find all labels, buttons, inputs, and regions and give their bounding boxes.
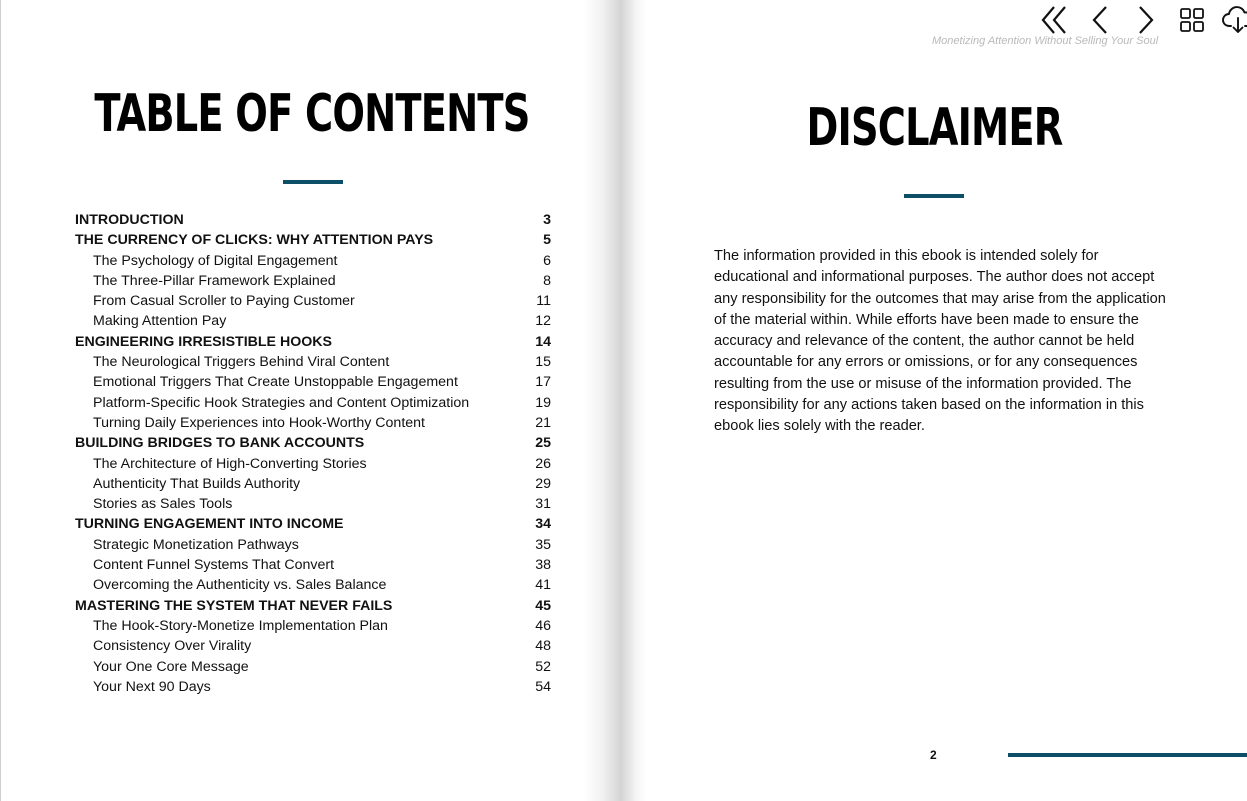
right-page xyxy=(622,0,1247,801)
page-gutter-shadow xyxy=(622,0,646,801)
toc-section-row xyxy=(75,657,551,677)
toc-entry-page-number: 26 xyxy=(535,455,551,472)
toc-section-row xyxy=(75,535,551,555)
download-button[interactable] xyxy=(1220,2,1247,38)
toc-entry-page-number: 21 xyxy=(535,414,551,431)
toc-entry-page-number: 12 xyxy=(535,313,551,330)
toc-entry-label: THE CURRENCY OF CLICKS: WHY ATTENTION PAYS xyxy=(75,232,434,249)
toc-entry-label: ENGINEERING IRRESISTIBLE HOOKS xyxy=(75,333,332,350)
toc-entry-label: MASTERING THE SYSTEM THAT NEVER FAILS xyxy=(75,597,393,614)
toc-section-row xyxy=(75,372,551,392)
toc-entry-page-number: 31 xyxy=(535,496,551,513)
toc-entry-label: Your Next 90 Days xyxy=(93,678,211,695)
toc-section-row xyxy=(75,494,551,514)
toc-section-row xyxy=(75,575,551,595)
previous-page-button[interactable] xyxy=(1082,2,1118,38)
toc-entry-page-number: 48 xyxy=(535,638,551,655)
toc-entry-label: Platform-Specific Hook Strategies and Content Optimization xyxy=(93,394,470,411)
toc-entry-label: Making Attention Pay xyxy=(93,313,227,330)
toc-entry-label: BUILDING BRIDGES TO BANK ACCOUNTS xyxy=(75,435,365,452)
chevron-right-icon xyxy=(1135,4,1157,36)
running-header: Monetizing Attention Without Selling Your Soul xyxy=(932,35,1159,47)
double-chevron-left-icon xyxy=(1039,4,1069,36)
toc-entry-label: Overcoming the Authenticity vs. Sales Balance xyxy=(93,577,387,594)
next-page-button[interactable] xyxy=(1128,2,1164,38)
toc-entry-page-number: 17 xyxy=(535,374,551,391)
toc-entry-page-number: 25 xyxy=(535,435,551,452)
first-page-button[interactable] xyxy=(1036,2,1072,38)
viewer-toolbar xyxy=(1036,2,1247,38)
toc-entry-page-number: 5 xyxy=(543,232,551,249)
toc-section-row xyxy=(75,454,551,474)
toc-section-row xyxy=(75,311,551,331)
disclaimer-text: The information provided in this ebook is intended solely for educational and informational purposes. The author does not accept any responsibility for the outcomes that may arise from the application of the material within. While efforts have been made to ensure the accuracy and relevance of the content, the author cannot be held accountable for any errors or omissions, or for any consequences resulting from the use or misuse of the information provided. The responsibility for any actions taken based on the information in this ebook lies solely with the reader. xyxy=(714,248,1166,435)
toc-entry-page-number: 41 xyxy=(535,577,551,594)
toc-chapter-row xyxy=(75,210,551,230)
toc-section-row xyxy=(75,474,551,494)
toc-entry-page-number: 45 xyxy=(535,597,551,614)
thumbnails-button[interactable] xyxy=(1174,2,1210,38)
toc-entry-page-number: 46 xyxy=(535,617,551,634)
toc-entry-label: INTRODUCTION xyxy=(75,212,184,228)
grid-icon xyxy=(1179,7,1205,33)
title-underline xyxy=(904,194,964,198)
toc-entry-label: The Neurological Triggers Behind Viral Content xyxy=(93,354,390,371)
toc-entry-label: Consistency Over Virality xyxy=(93,638,252,655)
toc-section-row xyxy=(75,555,551,575)
toc-chapter-row xyxy=(75,332,551,352)
toc-entry-label: From Casual Scroller to Paying Customer xyxy=(93,293,355,310)
toc-entry-label: The Architecture of High-Converting Stories xyxy=(93,455,367,472)
toc-entry-page-number: 52 xyxy=(535,658,551,675)
toc-chapter-row xyxy=(75,514,551,534)
toc-section-row xyxy=(75,636,551,656)
page-number: 2 xyxy=(930,748,937,762)
toc-title: TABLE OF CONTENTS xyxy=(94,84,530,144)
toc-entry-page-number: 35 xyxy=(535,536,551,553)
toc-entry-page-number: 6 xyxy=(543,252,551,269)
title-underline xyxy=(283,180,343,184)
toc-entry-page-number: 3 xyxy=(543,212,551,228)
toc-entry-label: Stories as Sales Tools xyxy=(93,496,233,513)
toc-entry-label: The Three-Pillar Framework Explained xyxy=(93,272,336,289)
page-gutter-shadow xyxy=(583,0,623,801)
toc-section-row xyxy=(75,352,551,372)
toc-entry-label: Emotional Triggers That Create Unstoppable Engagement xyxy=(93,374,458,391)
toc-entry-page-number: 38 xyxy=(535,557,551,574)
toc-entry-page-number: 14 xyxy=(535,333,551,350)
toc-entry-page-number: 54 xyxy=(535,678,551,695)
toc-entry-label: Strategic Monetization Pathways xyxy=(93,536,299,553)
toc-section-row xyxy=(75,677,551,697)
toc-section-row xyxy=(75,413,551,433)
toc-entry-page-number: 11 xyxy=(536,293,551,310)
toc-entry-label: The Psychology of Digital Engagement xyxy=(93,252,338,269)
toc-entry-label: TURNING ENGAGEMENT INTO INCOME xyxy=(75,516,344,533)
toc-entry-label: Authenticity That Builds Authority xyxy=(93,475,301,492)
cloud-download-icon xyxy=(1222,6,1247,34)
toc-entry-label: The Hook-Story-Monetize Implementation Plan xyxy=(93,617,388,634)
toc-section-row xyxy=(75,251,551,271)
toc-chapter-row xyxy=(75,433,551,453)
disclaimer-title: DISCLAIMER xyxy=(806,98,1063,158)
toc-entry-page-number: 8 xyxy=(543,272,551,289)
toc-entry-label: Turning Daily Experiences into Hook-Worthy Content xyxy=(93,414,425,431)
toc-chapter-row xyxy=(75,596,551,616)
toc-section-row xyxy=(75,271,551,291)
chevron-left-icon xyxy=(1089,4,1111,36)
toc-entry-label: Your One Core Message xyxy=(93,658,249,675)
left-page xyxy=(0,0,623,801)
toc-chapter-row xyxy=(75,230,551,250)
toc-section-row xyxy=(75,393,551,413)
footer-rule xyxy=(1008,753,1247,757)
toc-section-row xyxy=(75,291,551,311)
toc-entry-page-number: 29 xyxy=(535,475,551,492)
toc-entry-label: Content Funnel Systems That Convert xyxy=(93,557,335,574)
toc-entry-page-number: 19 xyxy=(535,394,551,411)
toc-section-row xyxy=(75,616,551,636)
toc-entry-page-number: 34 xyxy=(535,516,551,533)
table-of-contents xyxy=(75,210,551,697)
toc-entry-page-number: 15 xyxy=(535,354,551,371)
